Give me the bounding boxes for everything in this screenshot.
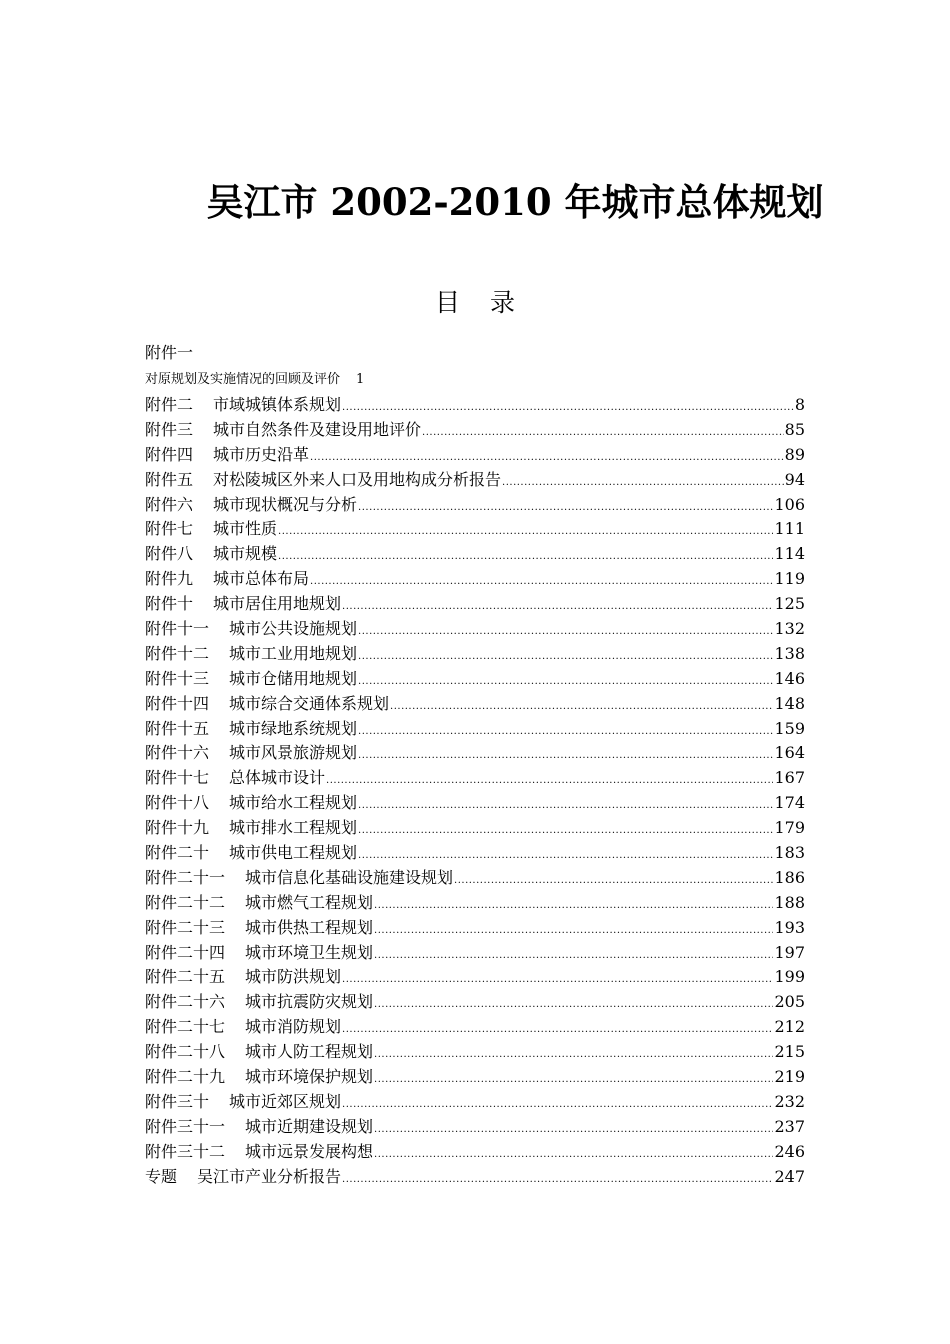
toc-entry-page: 174 bbox=[774, 793, 805, 813]
toc-entry-page: 89 bbox=[784, 444, 805, 464]
toc-heading: 目录 bbox=[434, 288, 545, 317]
toc-entry-title: 城市规模 bbox=[213, 544, 278, 564]
toc-entry-number: 附件四 bbox=[145, 444, 194, 464]
toc-entry-title: 城市环境保护规划 bbox=[245, 1067, 374, 1087]
toc-entry-page: 106 bbox=[774, 494, 805, 514]
toc-leader-dots bbox=[374, 1118, 773, 1143]
toc-leader-dots bbox=[358, 645, 773, 670]
toc-entry[interactable] bbox=[145, 1140, 805, 1165]
toc-entry-page: 94 bbox=[784, 469, 805, 489]
toc-entry-number: 附件十七 bbox=[145, 768, 210, 788]
toc-entry-number: 附件三十一 bbox=[145, 1116, 226, 1136]
toc-entry[interactable] bbox=[145, 1115, 805, 1140]
toc-entry-page: 148 bbox=[774, 693, 805, 713]
toc-leader-dots bbox=[358, 794, 773, 819]
toc-entry-title: 城市综合交通体系规划 bbox=[229, 693, 390, 713]
toc-entry-page: 237 bbox=[774, 1116, 805, 1136]
toc-entry-label bbox=[145, 941, 373, 966]
toc-leader-dots bbox=[358, 744, 773, 769]
toc-entry[interactable] bbox=[145, 692, 805, 717]
toc-entry-page: 125 bbox=[774, 594, 805, 614]
toc-entry-page: 146 bbox=[774, 668, 805, 688]
toc-entry-label bbox=[145, 1065, 373, 1090]
toc-entry-page: 132 bbox=[774, 619, 805, 639]
toc-leader-dots bbox=[374, 944, 773, 969]
toc-entry-page: 215 bbox=[774, 1042, 805, 1062]
toc-entry-page: 164 bbox=[774, 743, 805, 763]
toc-entry[interactable] bbox=[145, 766, 805, 791]
toc-entry[interactable] bbox=[145, 667, 805, 692]
toc-leader-dots bbox=[342, 1018, 773, 1043]
toc-leader-dots bbox=[422, 421, 784, 446]
toc-entry[interactable] bbox=[145, 493, 805, 518]
toc-entry-page: 197 bbox=[774, 942, 805, 962]
toc-entry-number: 附件二十五 bbox=[145, 967, 226, 987]
toc-entry-page: 232 bbox=[774, 1091, 805, 1111]
toc-entry-number: 专题 bbox=[145, 1166, 178, 1186]
toc-entry-number: 附件十八 bbox=[145, 793, 210, 813]
toc-entry-title: 城市现状概况与分析 bbox=[213, 494, 358, 514]
toc-entry-label bbox=[145, 1115, 373, 1140]
toc-entry-label bbox=[145, 916, 373, 941]
toc-entry-number: 附件八 bbox=[145, 544, 194, 564]
document-title: 吴江市 2002-2010 年城市总体规划 bbox=[206, 180, 824, 224]
toc-entry-label bbox=[145, 592, 341, 617]
toc-entry-title: 城市总体布局 bbox=[213, 569, 310, 589]
toc-entry-label bbox=[145, 393, 341, 418]
toc-entry-number: 附件十 bbox=[145, 594, 194, 614]
toc-entry-label bbox=[145, 468, 501, 493]
toc-entry-label bbox=[145, 642, 357, 667]
toc-intro-entry[interactable] bbox=[145, 369, 364, 391]
toc-leader-dots bbox=[358, 496, 773, 521]
toc-entry-label bbox=[145, 1040, 373, 1065]
toc-entry[interactable] bbox=[145, 468, 805, 493]
toc-entry[interactable] bbox=[145, 816, 805, 841]
toc-entry-number: 附件六 bbox=[145, 494, 194, 514]
toc-leader-dots bbox=[358, 620, 773, 645]
toc-entry-label bbox=[145, 1165, 341, 1190]
toc-leader-dots bbox=[342, 1168, 773, 1193]
toc-entry-number: 附件二十八 bbox=[145, 1042, 226, 1062]
toc-entry-title: 城市性质 bbox=[213, 519, 278, 539]
toc-entry-title: 城市给水工程规划 bbox=[229, 793, 358, 813]
toc-entry[interactable] bbox=[145, 741, 805, 766]
toc-entry-label bbox=[145, 493, 357, 518]
toc-entry[interactable] bbox=[145, 717, 805, 742]
toc-entry[interactable] bbox=[145, 517, 805, 542]
toc-entry-label bbox=[145, 667, 357, 692]
toc-list bbox=[145, 393, 805, 1190]
toc-intro-title: 对原规划及实施情况的回顾及评价 bbox=[145, 372, 341, 387]
toc-entry[interactable] bbox=[145, 941, 805, 966]
toc-leader-dots bbox=[342, 968, 773, 993]
toc-entry-page: 219 bbox=[774, 1067, 805, 1087]
toc-entry-title: 城市近期建设规划 bbox=[245, 1116, 374, 1136]
toc-entry-title: 城市历史沿革 bbox=[213, 444, 310, 464]
toc-entry[interactable] bbox=[145, 1065, 805, 1090]
toc-leader-dots bbox=[374, 919, 773, 944]
toc-entry-page: 205 bbox=[774, 992, 805, 1012]
toc-entry-page: 183 bbox=[774, 843, 805, 863]
toc-entry-title: 城市信息化基础设施建设规划 bbox=[245, 867, 454, 887]
toc-entry-title: 城市近郊区规划 bbox=[229, 1091, 342, 1111]
toc-entry-label bbox=[145, 965, 341, 990]
toc-entry-label bbox=[145, 443, 309, 468]
toc-entry[interactable] bbox=[145, 841, 805, 866]
toc-entry-page: 167 bbox=[774, 768, 805, 788]
toc-entry[interactable] bbox=[145, 916, 805, 941]
toc-leader-dots bbox=[358, 670, 773, 695]
toc-entry-label bbox=[145, 841, 357, 866]
toc-leader-dots bbox=[374, 993, 773, 1018]
toc-leader-dots bbox=[374, 894, 773, 919]
toc-entry-number: 附件九 bbox=[145, 569, 194, 589]
toc-entry-page: 246 bbox=[774, 1141, 805, 1161]
toc-entry-title: 城市环境卫生规划 bbox=[245, 942, 374, 962]
toc-entry-title: 吴江市产业分析报告 bbox=[197, 1166, 342, 1186]
toc-entry-title: 城市供电工程规划 bbox=[229, 843, 358, 863]
toc-entry-page: 247 bbox=[774, 1166, 805, 1186]
toc-entry[interactable] bbox=[145, 393, 805, 418]
toc-entry[interactable] bbox=[145, 1040, 805, 1065]
toc-entry-number: 附件十六 bbox=[145, 743, 210, 763]
toc-entry-title: 城市排水工程规划 bbox=[229, 818, 358, 838]
toc-entry-title: 城市仓储用地规划 bbox=[229, 668, 358, 688]
toc-entry-label bbox=[145, 517, 277, 542]
toc-entry-page: 85 bbox=[784, 419, 805, 439]
toc-entry-number: 附件十二 bbox=[145, 643, 210, 663]
toc-entry-page: 114 bbox=[774, 544, 805, 564]
toc-entry[interactable] bbox=[145, 542, 805, 567]
toc-entry-title: 城市供热工程规划 bbox=[245, 917, 374, 937]
toc-entry[interactable] bbox=[145, 990, 805, 1015]
toc-entry-label bbox=[145, 1140, 373, 1165]
toc-leader-dots bbox=[278, 545, 773, 570]
toc-entry-label bbox=[145, 1090, 341, 1115]
toc-entry-number: 附件十九 bbox=[145, 818, 210, 838]
toc-entry[interactable] bbox=[145, 891, 805, 916]
toc-entry-title: 城市防洪规划 bbox=[245, 967, 342, 987]
toc-entry[interactable] bbox=[145, 592, 805, 617]
toc-entry-page: 111 bbox=[774, 519, 805, 539]
toc-entry-number: 附件二十一 bbox=[145, 867, 226, 887]
toc-entry-number: 附件二十三 bbox=[145, 917, 226, 937]
toc-leader-dots bbox=[374, 1143, 773, 1168]
toc-entry-number: 附件二十四 bbox=[145, 942, 226, 962]
toc-entry-number: 附件二 bbox=[145, 395, 194, 414]
toc-entry[interactable] bbox=[145, 617, 805, 642]
toc-entry-title: 城市远景发展构想 bbox=[245, 1141, 374, 1161]
toc-entry[interactable] bbox=[145, 965, 805, 990]
toc-entry-title: 城市抗震防灾规划 bbox=[245, 992, 374, 1012]
toc-entry-number: 附件二十九 bbox=[145, 1067, 226, 1087]
toc-entry-label bbox=[145, 1015, 341, 1040]
toc-entry-title: 城市燃气工程规划 bbox=[245, 892, 374, 912]
toc-entry[interactable] bbox=[145, 443, 805, 468]
toc-entry-number: 附件二十七 bbox=[145, 1017, 226, 1037]
toc-leader-dots bbox=[358, 819, 773, 844]
toc-intro-label: 附件一 bbox=[145, 343, 194, 362]
toc-entry-page: 138 bbox=[774, 643, 805, 663]
toc-leader-dots bbox=[390, 695, 773, 720]
toc-leader-dots bbox=[278, 520, 773, 545]
toc-entry-label bbox=[145, 542, 277, 567]
toc-entry-title: 城市工业用地规划 bbox=[229, 643, 358, 663]
toc-entry-title: 城市人防工程规划 bbox=[245, 1042, 374, 1062]
toc-entry-label bbox=[145, 617, 357, 642]
toc-entry-number: 附件七 bbox=[145, 519, 194, 539]
toc-entry-label bbox=[145, 791, 357, 816]
toc-entry-page: 193 bbox=[774, 917, 805, 937]
toc-entry[interactable] bbox=[145, 791, 805, 816]
toc-entry-label bbox=[145, 816, 357, 841]
toc-leader-dots bbox=[502, 471, 784, 496]
toc-entry-label bbox=[145, 717, 357, 742]
toc-entry-page: 179 bbox=[774, 818, 805, 838]
toc-entry-number: 附件二十 bbox=[145, 843, 210, 863]
toc-entry-title: 对松陵城区外来人口及用地构成分析报告 bbox=[213, 469, 502, 489]
toc-entry-number: 附件三 bbox=[145, 419, 194, 439]
toc-leader-dots bbox=[374, 1043, 773, 1068]
toc-entry-title: 城市消防规划 bbox=[245, 1017, 342, 1037]
toc-leader-dots bbox=[342, 1093, 773, 1118]
toc-entry-label bbox=[145, 866, 453, 891]
toc-leader-dots bbox=[374, 1068, 773, 1093]
toc-entry-number: 附件十一 bbox=[145, 619, 210, 639]
toc-entry-number: 附件三十二 bbox=[145, 1141, 226, 1161]
toc-entry[interactable] bbox=[145, 1015, 805, 1040]
toc-entry-title: 城市自然条件及建设用地评价 bbox=[213, 419, 422, 439]
toc-entry[interactable] bbox=[145, 642, 805, 667]
toc-entry[interactable] bbox=[145, 418, 805, 443]
toc-leader-dots bbox=[326, 769, 773, 794]
toc-entry-number: 附件十四 bbox=[145, 693, 210, 713]
toc-entry-number: 附件十三 bbox=[145, 668, 210, 688]
toc-entry[interactable] bbox=[145, 567, 805, 592]
toc-entry[interactable] bbox=[145, 866, 805, 891]
toc-entry-page: 159 bbox=[774, 718, 805, 738]
toc-entry-page: 188 bbox=[774, 892, 805, 912]
toc-entry-title: 城市居住用地规划 bbox=[213, 594, 342, 614]
toc-entry-title: 总体城市设计 bbox=[229, 768, 326, 788]
toc-entry-page: 8 bbox=[794, 395, 805, 414]
toc-leader-dots bbox=[310, 570, 773, 595]
toc-entry-page: 119 bbox=[774, 569, 805, 589]
toc-entry-number: 附件二十二 bbox=[145, 892, 226, 912]
toc-entry-title: 城市公共设施规划 bbox=[229, 619, 358, 639]
toc-entry-label bbox=[145, 418, 421, 443]
toc-leader-dots bbox=[454, 869, 773, 894]
toc-intro-page: 1 bbox=[356, 372, 365, 387]
toc-entry-title: 市域城镇体系规划 bbox=[213, 395, 342, 414]
toc-entry-label bbox=[145, 766, 325, 791]
toc-entry-number: 附件十五 bbox=[145, 718, 210, 738]
toc-entry-title: 城市绿地系统规划 bbox=[229, 718, 358, 738]
toc-entry-page: 199 bbox=[774, 967, 805, 987]
toc-entry[interactable] bbox=[145, 1165, 805, 1190]
toc-leader-dots bbox=[358, 720, 773, 745]
toc-entry-label bbox=[145, 567, 309, 592]
toc-entry-page: 186 bbox=[774, 867, 805, 887]
toc-entry-number: 附件五 bbox=[145, 469, 194, 489]
toc-entry[interactable] bbox=[145, 1090, 805, 1115]
toc-entry-label bbox=[145, 741, 357, 766]
toc-entry-label bbox=[145, 692, 389, 717]
toc-entry-number: 附件二十六 bbox=[145, 992, 226, 1012]
toc-entry-title: 城市风景旅游规划 bbox=[229, 743, 358, 763]
toc-entry-number: 附件三十 bbox=[145, 1091, 210, 1111]
toc-entry-label bbox=[145, 990, 373, 1015]
toc-entry-page: 212 bbox=[774, 1017, 805, 1037]
toc-leader-dots bbox=[342, 595, 773, 620]
toc-entry-label bbox=[145, 891, 373, 916]
